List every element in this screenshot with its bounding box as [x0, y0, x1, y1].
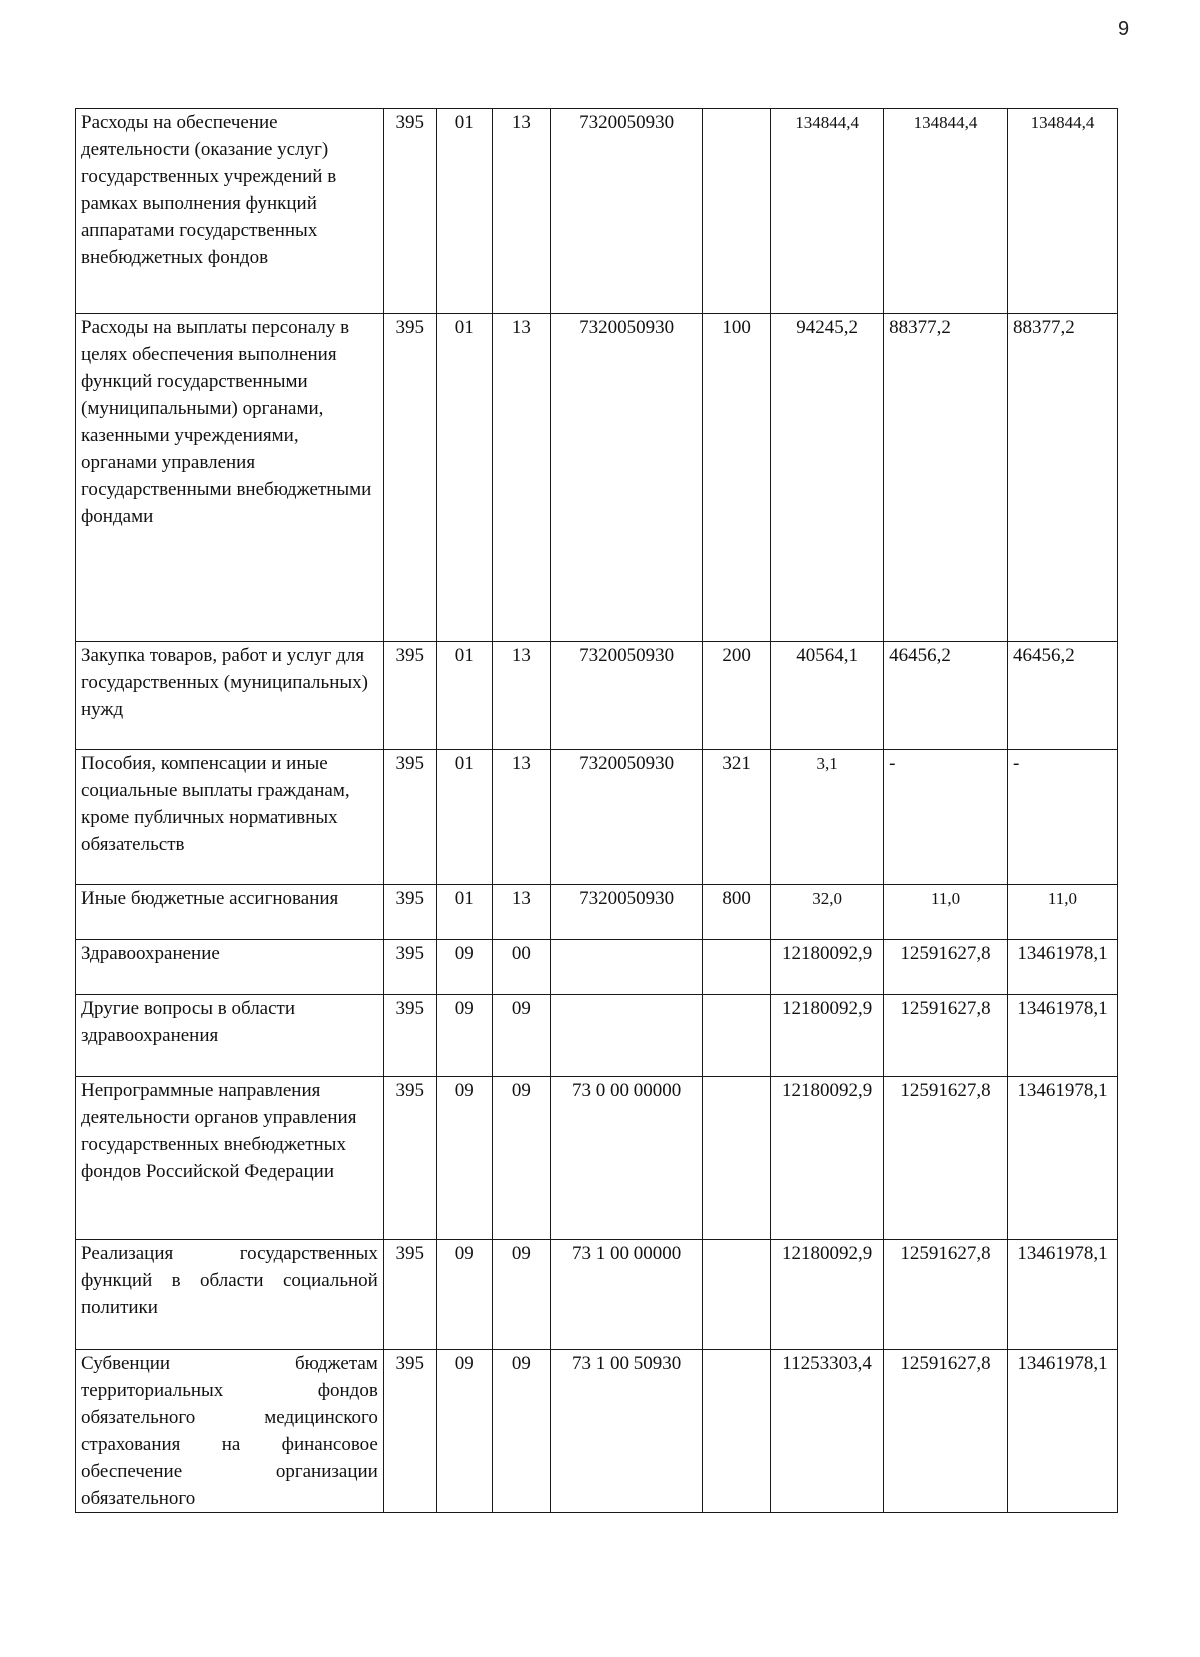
- razdel-code: 09: [436, 1350, 492, 1513]
- amount-year-2: 12591627,8: [900, 998, 991, 1019]
- amount-year-3: 88377,2: [1007, 314, 1117, 642]
- amount-year-3: 13461978,1: [1017, 1080, 1108, 1101]
- amount-year-1: 12180092,9: [781, 943, 873, 964]
- amount-year-3: 13461978,1: [1017, 1243, 1108, 1264]
- amount-year-2: 12591627,8: [900, 1080, 991, 1101]
- amount-year-2: -: [884, 750, 1008, 885]
- expense-type-code: [703, 109, 771, 314]
- podrazdel-code: 09: [492, 995, 550, 1077]
- row-name: Другие вопросы в области здравоохранения: [76, 995, 384, 1077]
- amount-year-2: 12591627,8: [900, 1243, 991, 1264]
- podrazdel-code: 13: [492, 109, 550, 314]
- table-row: [76, 642, 1118, 750]
- page-number: 9: [1118, 18, 1130, 40]
- amount-year-2: 88377,2: [884, 314, 1008, 642]
- table-row: [76, 885, 1118, 940]
- amount-year-1: 12180092,9: [781, 1080, 873, 1101]
- expense-type-code: [703, 940, 771, 995]
- table-row: [76, 1077, 1118, 1240]
- razdel-code: 09: [436, 1077, 492, 1240]
- glava-code: 395: [383, 995, 436, 1077]
- razdel-code: 01: [436, 109, 492, 314]
- table-row: [76, 940, 1118, 995]
- amount-year-1: 94245,2: [770, 314, 883, 642]
- amount-year-3: 134844,4: [1007, 109, 1117, 314]
- razdel-code: 09: [436, 1240, 492, 1350]
- expense-type-code: [703, 1350, 771, 1513]
- amount-year-2: 12591627,8: [900, 1353, 991, 1374]
- amount-year-2: 134844,4: [884, 109, 1008, 314]
- amount-year-1: 11253303,4: [782, 1353, 872, 1374]
- row-name: Непрограммные направления деятельности органов управления государственных внебюджетных фондов Российской Федерации: [76, 1077, 384, 1240]
- amount-year-1: 3,1: [770, 750, 883, 885]
- amount-year-1: 40564,1: [770, 642, 883, 750]
- row-name: Расходы на выплаты персоналу в целях обеспечения выполнения функций государственными (муниципальными) органами, казенными учреждениями, органами управления государственными внебюджетными фондами: [76, 314, 384, 642]
- amount-year-3: 11,0: [1007, 885, 1117, 940]
- amount-year-2: 11,0: [884, 885, 1008, 940]
- glava-code: 395: [383, 1350, 436, 1513]
- amount-year-1: 12180092,9: [781, 1243, 873, 1264]
- row-name: Субвенции бюджетам территориальных фондов обязательного медицинского страхования на финансовое обеспечение организации обязательного: [76, 1350, 384, 1513]
- podrazdel-code: 13: [492, 642, 550, 750]
- amount-year-2: 12591627,8: [900, 943, 991, 964]
- podrazdel-code: 09: [492, 1240, 550, 1350]
- expense-type-code: [703, 1077, 771, 1240]
- row-name: Иные бюджетные ассигнования: [76, 885, 384, 940]
- table-row: [76, 995, 1118, 1077]
- podrazdel-code: 09: [492, 1350, 550, 1513]
- glava-code: 395: [383, 314, 436, 642]
- razdel-code: 01: [436, 642, 492, 750]
- table-row: [76, 1240, 1118, 1350]
- expense-type-code: 321: [703, 750, 771, 885]
- glava-code: 395: [383, 885, 436, 940]
- glava-code: 395: [383, 940, 436, 995]
- row-name: Закупка товаров, работ и услуг для государственных (муниципальных) нужд: [76, 642, 384, 750]
- podrazdel-code: 09: [492, 1077, 550, 1240]
- amount-year-3: 13461978,1: [1017, 1353, 1108, 1374]
- glava-code: 395: [383, 109, 436, 314]
- table-row: [76, 1350, 1118, 1513]
- target-article-code: 73 1 00 00000: [550, 1240, 702, 1350]
- podrazdel-code: 13: [492, 885, 550, 940]
- expense-type-code: [703, 995, 771, 1077]
- amount-year-2: 46456,2: [884, 642, 1008, 750]
- target-article-code: 7320050930: [550, 642, 702, 750]
- razdel-code: 01: [436, 314, 492, 642]
- podrazdel-code: 00: [492, 940, 550, 995]
- glava-code: 395: [383, 1240, 436, 1350]
- row-name: Пособия, компенсации и иные социальные выплаты гражданам, кроме публичных нормативных обязательств: [76, 750, 384, 885]
- glava-code: 395: [383, 750, 436, 885]
- amount-year-1: 12180092,9: [781, 998, 873, 1019]
- amount-year-3: 13461978,1: [1017, 998, 1108, 1019]
- glava-code: 395: [383, 1077, 436, 1240]
- table-row: [76, 109, 1118, 314]
- podrazdel-code: 13: [492, 750, 550, 885]
- target-article-code: 73 0 00 00000: [550, 1077, 702, 1240]
- target-article-code: [550, 995, 702, 1077]
- table-row: [76, 314, 1118, 642]
- razdel-code: 09: [436, 995, 492, 1077]
- target-article-code: 7320050930: [550, 750, 702, 885]
- budget-table: [75, 108, 1118, 1513]
- table-row: [76, 750, 1118, 885]
- razdel-code: 01: [436, 885, 492, 940]
- expense-type-code: 800: [703, 885, 771, 940]
- razdel-code: 01: [436, 750, 492, 885]
- expense-type-code: 100: [703, 314, 771, 642]
- podrazdel-code: 13: [492, 314, 550, 642]
- target-article-code: 7320050930: [550, 109, 702, 314]
- target-article-code: 7320050930: [550, 885, 702, 940]
- expense-type-code: 200: [703, 642, 771, 750]
- target-article-code: 73 1 00 50930: [550, 1350, 702, 1513]
- amount-year-3: 46456,2: [1007, 642, 1117, 750]
- row-name: Расходы на обеспечение деятельности (оказание услуг) государственных учреждений в рамках выполнения функций аппаратами государственных внебюджетных фондов: [76, 109, 384, 314]
- amount-year-3: -: [1007, 750, 1117, 885]
- amount-year-3: 13461978,1: [1017, 943, 1108, 964]
- glava-code: 395: [383, 642, 436, 750]
- row-name: Реализация государственных функций в области социальной политики: [76, 1240, 384, 1350]
- target-article-code: 7320050930: [550, 314, 702, 642]
- row-name: Здравоохранение: [76, 940, 384, 995]
- expense-type-code: [703, 1240, 771, 1350]
- amount-year-1: 32,0: [770, 885, 883, 940]
- razdel-code: 09: [436, 940, 492, 995]
- amount-year-1: 134844,4: [770, 109, 883, 314]
- target-article-code: [550, 940, 702, 995]
